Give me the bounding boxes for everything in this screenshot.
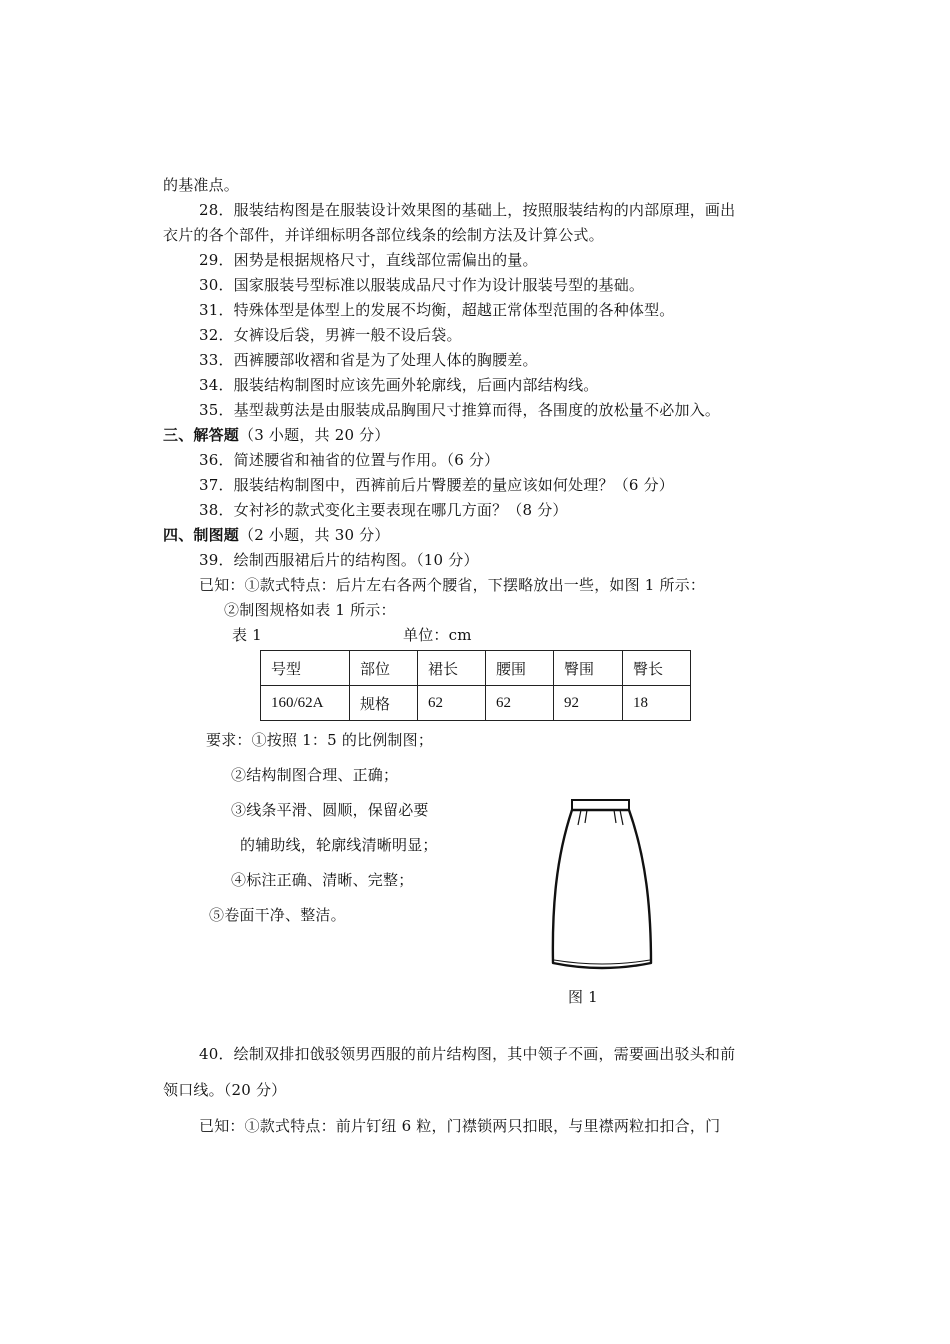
table-header-cell: 臀长 (623, 651, 691, 686)
known-conditions: 已知：①款式特点：后片左右各两个腰省，下摆略放出一些，如图 1 所示： (199, 576, 706, 594)
question-30: 30．国家服装号型标准以服装成品尺寸作为设计服装号型的基础。 (199, 276, 645, 294)
section-title: 三、解答题 (163, 426, 240, 444)
question-32: 32．女裤设后袋，男裤一般不设后袋。 (199, 326, 462, 344)
skirt-outline (553, 810, 651, 968)
section-heading-3 (163, 425, 390, 445)
requirement-1: 要求：①按照 1：5 的比例制图； (206, 731, 434, 749)
requirement-3: ③线条平滑、圆顺，保留必要 (231, 801, 429, 819)
question-29: 29．困势是根据规格尺寸，直线部位需偏出的量。 (199, 251, 538, 269)
question-35: 35．基型裁剪法是由服装成品胸围尺寸推算而得，各围度的放松量不必加入。 (199, 401, 721, 419)
table-header-cell: 臀围 (554, 651, 623, 686)
section-info: （3 小题，共 20 分） (239, 426, 390, 444)
table-cell: 160/62A (261, 686, 350, 721)
table-unit: 单位：cm (403, 626, 472, 644)
question-39: 39．绘制西服裙后片的结构图。（10 分） (199, 551, 479, 569)
known-conditions: 已知：①款式特点：前片钉纽 6 粒，门襟锁两只扣眼，与里襟两粒扣扣合，门 (199, 1117, 721, 1135)
section-title: 四、制图题 (163, 526, 240, 544)
requirement-4: ④标注正确、清晰、完整； (231, 871, 414, 889)
skirt-illustration (548, 798, 658, 974)
table-header-cell: 腰围 (486, 651, 554, 686)
section-info: （2 小题，共 30 分） (239, 526, 390, 544)
table-cell: 规格 (350, 686, 418, 721)
text-line: 衣片的各个部件，并详细标明各部位线条的绘制方法及计算公式。 (163, 226, 604, 244)
question-40: 40．绘制双排扣戗驳领男西服的前片结构图，其中领子不画，需要画出驳头和前 (199, 1045, 736, 1063)
question-37: 37．服装结构制图中，西裤前后片臀腰差的量应该如何处理？（6 分） (199, 476, 675, 494)
question-34: 34．服装结构制图时应该先画外轮廓线，后画内部结构线。 (199, 376, 599, 394)
text-line: 领口线。（20 分） (163, 1081, 287, 1099)
table-header-cell: 裙长 (418, 651, 486, 686)
table-cell: 92 (554, 686, 623, 721)
text-line: 的基准点。 (163, 176, 240, 194)
requirement-5: ⑤卷面干净、整洁。 (209, 906, 346, 924)
table-cell: 62 (418, 686, 486, 721)
table-header-cell: 部位 (350, 651, 418, 686)
spec-table (260, 650, 691, 721)
question-38: 38．女衬衫的款式变化主要表现在哪几方面？（8 分） (199, 501, 568, 519)
spec-note: ②制图规格如表 1 所示： (224, 601, 396, 619)
question-28: 28．服装结构图是在服装设计效果图的基础上，按照服装结构的内部原理，画出 (199, 201, 736, 219)
table-row (261, 686, 691, 721)
requirement-3-cont: 的辅助线，轮廓线清晰明显； (240, 836, 438, 854)
figure-caption: 图 1 (568, 988, 598, 1006)
question-33: 33．西裤腰部收褶和省是为了处理人体的胸腰差。 (199, 351, 538, 369)
skirt-waistband (572, 800, 629, 810)
requirement-2: ②结构制图合理、正确； (231, 766, 399, 784)
table-caption: 表 1 (232, 626, 262, 644)
table-row (261, 651, 691, 686)
question-36: 36．简述腰省和袖省的位置与作用。（6 分） (199, 451, 500, 469)
table-cell: 62 (486, 686, 554, 721)
section-heading-4 (163, 525, 390, 545)
table-cell: 18 (623, 686, 691, 721)
question-31: 31．特殊体型是体型上的发展不均衡，超越正常体型范围的各种体型。 (199, 301, 675, 319)
table-header-cell: 号型 (261, 651, 350, 686)
